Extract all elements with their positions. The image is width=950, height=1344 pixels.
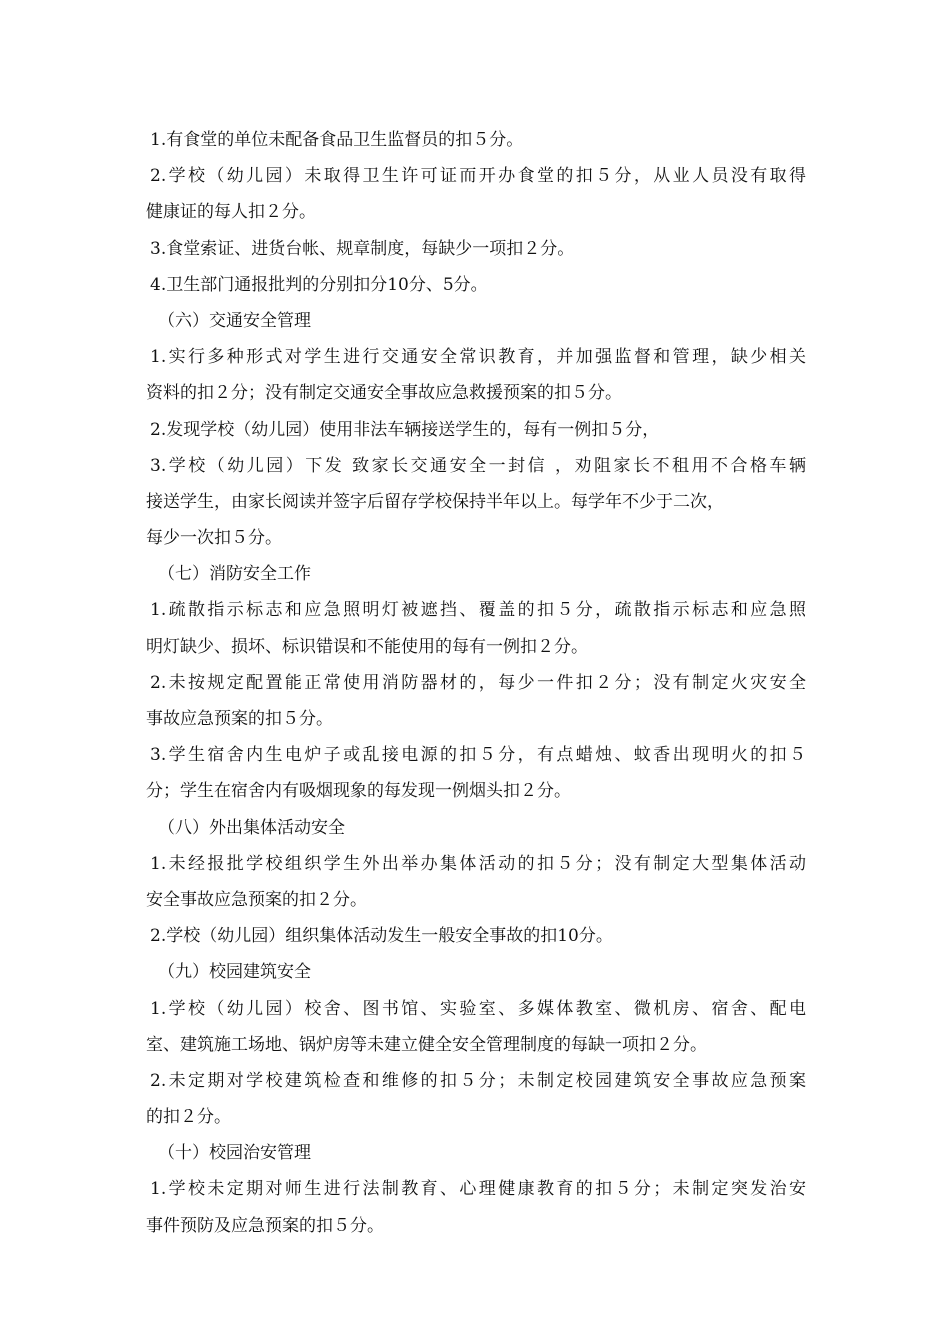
text-line: 明灯缺少、损坏、标识错误和不能使用的每有一例扣２分。 <box>146 636 588 657</box>
text-line: 资料的扣２分；没有制定交通安全事故应急救援预案的扣５分。 <box>146 383 622 404</box>
text-line: 接送学生，由家长阅读并签字后留存学校保持半年以上。每学年不少于二次， <box>146 491 724 512</box>
text-line: 1.实行多种形式对学生进行交通安全常识教育，并加强监督和管理，缺少相关 <box>150 347 806 368</box>
text-line: 事件预防及应急预案的扣５分。 <box>146 1215 384 1236</box>
text-line: 1.未经报批学校组织学生外出举办集体活动的扣５分；没有制定大型集体活动 <box>150 853 806 874</box>
text-line: 室、建筑施工场地、锅炉房等未建立健全安全管理制度的每缺一项扣２分。 <box>146 1034 707 1055</box>
document-body <box>146 122 806 1244</box>
section-heading: （七）消防安全工作 <box>158 564 311 585</box>
section-heading: （十）校园治安管理 <box>158 1143 311 1164</box>
text-line: 2.发现学校（幼儿园）使用非法车辆接送学生的，每有一例扣５分， <box>150 419 660 440</box>
text-line: 安全事故应急预案的扣２分。 <box>146 889 367 910</box>
text-line: 4.卫生部门通报批判的分别扣分10分、5分。 <box>150 274 488 295</box>
text-line: 1.学校（幼儿园）校舍、图书馆、实验室、多媒体教室、微机房、宿舍、配电 <box>150 998 806 1019</box>
text-line: 2.学校（幼儿园）未取得卫生许可证而开办食堂的扣５分，从业人员没有取得 <box>150 166 806 187</box>
section-heading: （六）交通安全管理 <box>158 310 311 331</box>
text-line: 1.有食堂的单位未配备食品卫生监督员的扣５分。 <box>150 130 524 150</box>
text-line: 1.学校未定期对师生进行法制教育、心理健康教育的扣５分；未制定突发治安 <box>150 1179 806 1200</box>
text-line: 的扣２分。 <box>146 1107 231 1128</box>
text-line: 分；学生在宿舍内有吸烟现象的每发现一例烟头扣２分。 <box>146 781 571 802</box>
section-heading: （八）外出集体活动安全 <box>158 817 345 838</box>
section-heading: （九）校园建筑安全 <box>158 962 311 983</box>
text-line: 3.学校（幼儿园）下发 致家长交通安全一封信 ，劝阻家长不租用不合格车辆 <box>150 455 806 476</box>
text-line: 3.食堂索证、进货台帐、规章制度，每缺少一项扣２分。 <box>150 238 575 259</box>
text-line: 2.未按规定配置能正常使用消防器材的，每少一件扣２分；没有制定火灾安全 <box>150 672 806 693</box>
text-line: 健康证的每人扣２分。 <box>146 202 316 223</box>
text-line: 1.疏散指示标志和应急照明灯被遮挡、覆盖的扣５分，疏散指示标志和应急照 <box>150 600 806 621</box>
text-line: 每少一次扣５分。 <box>146 528 282 549</box>
text-line: 事故应急预案的扣５分。 <box>146 709 333 729</box>
text-line: 3.学生宿舍内生电炉子或乱接电源的扣５分，有点蜡烛、蚊香出现明火的扣５ <box>150 745 806 766</box>
text-line: 2.未定期对学校建筑检查和维修的扣５分；未制定校园建筑安全事故应急预案 <box>150 1070 806 1091</box>
text-line: 2.学校（幼儿园）组织集体活动发生一般安全事故的扣10分。 <box>150 926 613 947</box>
